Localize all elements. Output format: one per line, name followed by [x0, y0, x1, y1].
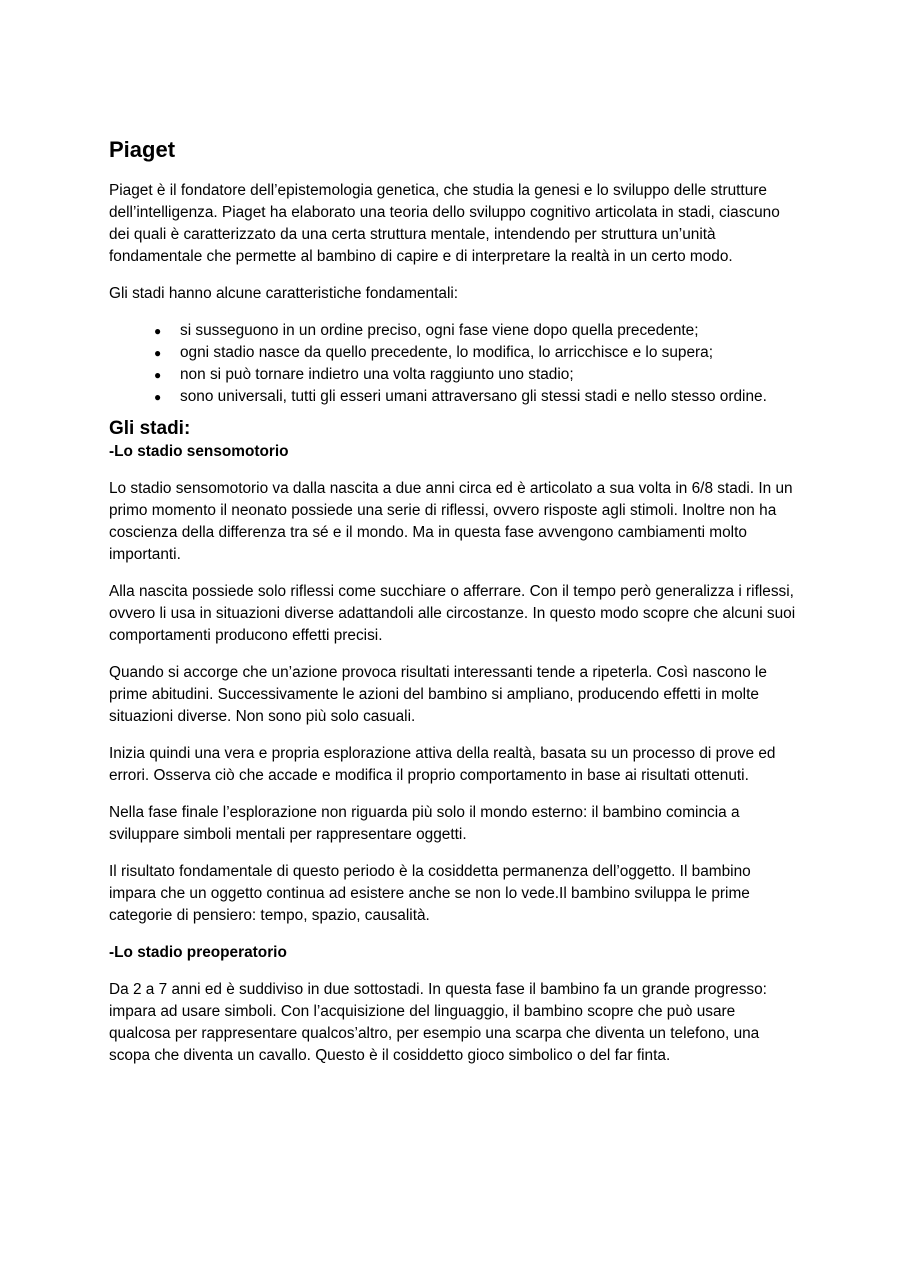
sensorimotor-paragraph: Nella fase finale l’esplorazione non riguarda più solo il mondo esterno: il bambino comincia a sviluppare simboli mentali per rappresentare oggetti. [109, 804, 740, 843]
list-item [154, 364, 799, 386]
sensorimotor-paragraph: Lo stadio sensomotorio va dalla nascita a due anni circa ed è articolato a sua volta in 6/8 stadi. In un primo momento il neonato possiede una serie di riflessi, ovvero risposte agli stimoli. Inoltre non ha coscienza della differenza tra sé e il mondo. Ma in questa fase avvengono cambiamenti molto importanti. [109, 480, 793, 563]
list-item-text: ogni stadio nasce da quello precedente, lo modifica, lo arricchisce e lo supera; [180, 344, 713, 361]
list-item [154, 320, 799, 342]
characteristics-list [109, 320, 799, 408]
bullet-icon: ● [154, 368, 162, 382]
list-item-text: non si può tornare indietro una volta raggiunto uno stadio; [180, 366, 574, 383]
bullet-icon: ● [154, 324, 162, 338]
document-title: Piaget [109, 137, 176, 162]
sensorimotor-paragraph: Quando si accorge che un’azione provoca risultati interessanti tende a ripeterla. Così nascono le prime abitudini. Successivamente le azioni del bambino si ampliano, producendo effetti in molte situazioni diverse. Non sono più solo casuali. [109, 664, 767, 725]
list-item [154, 386, 799, 408]
document-page [109, 136, 799, 1082]
preoperational-paragraph: Da 2 a 7 anni ed è suddiviso in due sottostadi. In questa fase il bambino fa un grande progresso: impara ad usare simboli. Con l’acquisizione del linguaggio, il bambino scopre che può usare qualcosa per rappresentare qualcos’altro, per esempio una scarpa che diventa un telefono, una scopa che diventa un cavallo. Questo è il cosiddetto gioco simbolico o del far finta. [109, 981, 767, 1064]
bullet-icon: ● [154, 390, 162, 404]
preoperational-heading: -Lo stadio preoperatorio [109, 944, 287, 961]
characteristics-intro: Gli stadi hanno alcune caratteristiche fondamentali: [109, 285, 459, 302]
sensorimotor-paragraph: Inizia quindi una vera e propria esplorazione attiva della realtà, basata su un processo di prove ed errori. Osserva ciò che accade e modifica il proprio comportamento in base ai risultati ottenuti. [109, 745, 776, 784]
intro-paragraph: Piaget è il fondatore dell’epistemologia genetica, che studia la genesi e lo sviluppo delle strutture dell’intelligenza. Piaget ha elaborato una teoria dello sviluppo cognitivo articolata in stadi, ciascuno dei quali è caratterizzato da una certa struttura mentale, intendendo per struttura un’unità fondamentale che permette al bambino di capire e di interpretare la realtà in un certo modo. [109, 182, 780, 265]
sensorimotor-paragraph: Il risultato fondamentale di questo periodo è la cosiddetta permanenza dell’oggetto. Il bambino impara che un oggetto continua ad esistere anche se non lo vede.Il bambino sviluppa le prime categorie di pensiero: tempo, spazio, causalità. [109, 863, 751, 924]
list-item-text: si susseguono in un ordine preciso, ogni fase viene dopo quella precedente; [180, 322, 699, 339]
list-item [154, 342, 799, 364]
sensorimotor-heading: -Lo stadio sensomotorio [109, 443, 289, 460]
list-item-text: sono universali, tutti gli esseri umani attraversano gli stessi stadi e nello stesso ordine. [180, 388, 767, 405]
stages-heading: Gli stadi: [109, 418, 191, 439]
sensorimotor-paragraph: Alla nascita possiede solo riflessi come succhiare o afferrare. Con il tempo però generalizza i riflessi, ovvero li usa in situazioni diverse adattandoli alle circostanze. In questo modo scopre che alcuni suoi comportamenti producono effetti precisi. [109, 583, 796, 644]
bullet-icon: ● [154, 346, 162, 360]
